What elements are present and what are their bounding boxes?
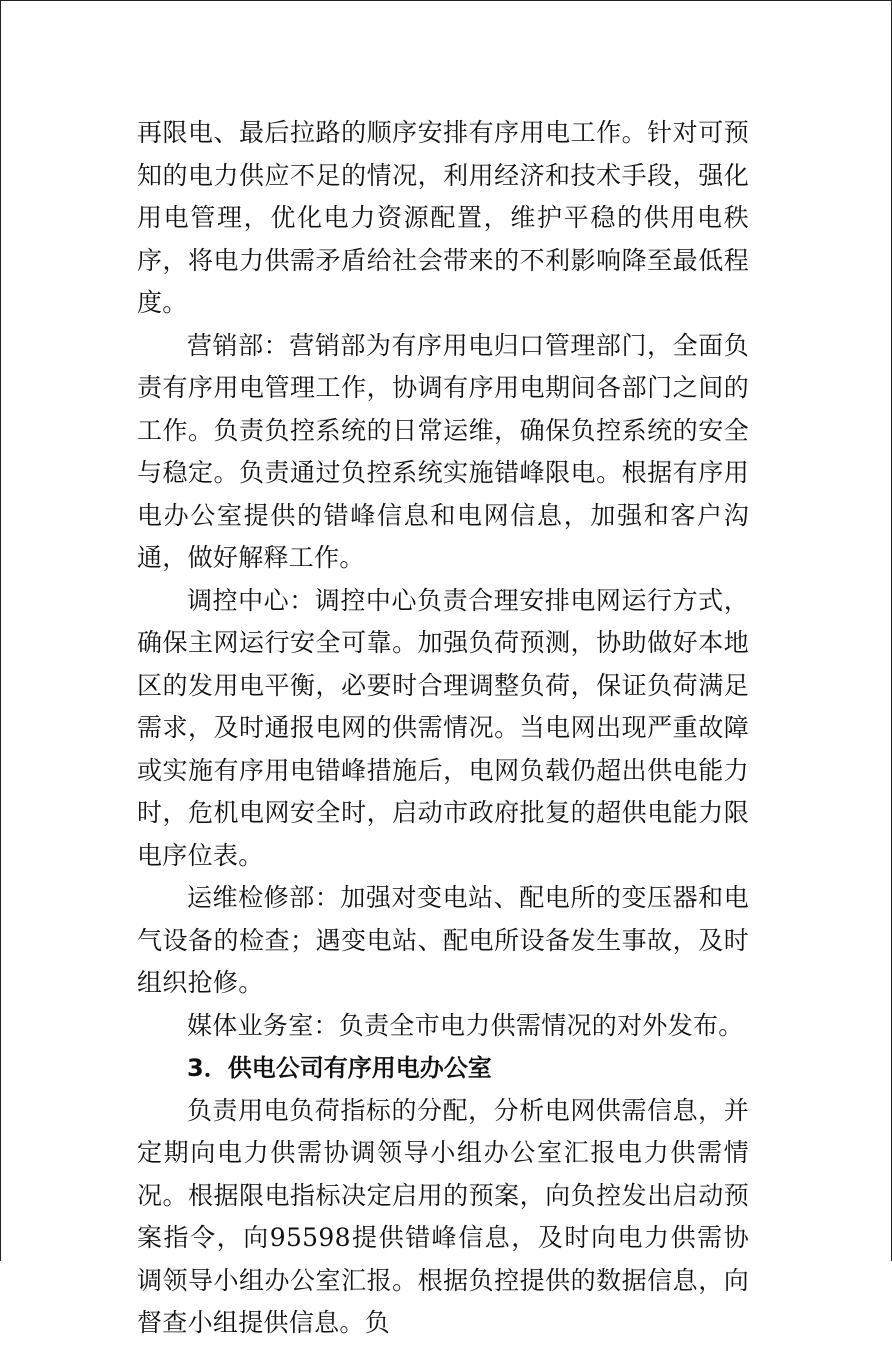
paragraph-office-duties: 负责用电负荷指标的分配，分析电网供需信息，并定期向电力供需协调领导小组办公室汇报电力供需情况。根据限电指标决定启用的预案，向负控发出启动预案指令，向95598提供错峰信息，及时向电力供需协调领导小组办公室汇报。根据负控提供的数据信息，向督查小组提供信息。负: [137, 1095, 749, 1337]
paragraph-media-office: 媒体业务室：负责全市电力供需情况的对外发布。: [187, 1010, 744, 1040]
paragraph-dispatch-center: 调控中心：调控中心负责合理安排电网运行方式，确保主网运行安全可靠。加强负荷预测，协助做好本地区的发用电平衡，必要时合理调整负荷，保证负荷满足需求，及时通报电网的供需情况。当电网出现严重故障或实施有序用电错峰措施后，电网负载仍超出供电能力时，危机电网安全时，启动市政府批复的超供电能力限电序位表。: [137, 585, 749, 870]
paragraph-marketing-dept: 营销部：营销部为有序用电归口管理部门，全面负责有序用电管理工作，协调有序用电期间各部门之间的工作。负责负控系统的日常运维，确保负控系统的安全与稳定。负责通过负控系统实施错峰限电。根据有序用电办公室提供的错峰信息和电网信息，加强和客户沟通，做好解释工作。: [137, 330, 749, 572]
paragraph-maintenance-dept: 运维检修部：加强对变电站、配电所的变压器和电气设备的检查；遇变电站、配电所设备发生事故，及时组织抢修。: [137, 883, 749, 997]
section-heading: 3．供电公司有序用电办公室: [187, 1054, 492, 1082]
paragraph-continuation: 再限电、最后拉路的顺序安排有序用电工作。针对可预知的电力供应不足的情况，利用经济和技术手段，强化用电管理，优化电力资源配置，维护平稳的供用电秩序，将电力供需矛盾给社会带来的不利影响降至最低程度。: [137, 118, 749, 317]
document-body: [137, 112, 749, 1345]
